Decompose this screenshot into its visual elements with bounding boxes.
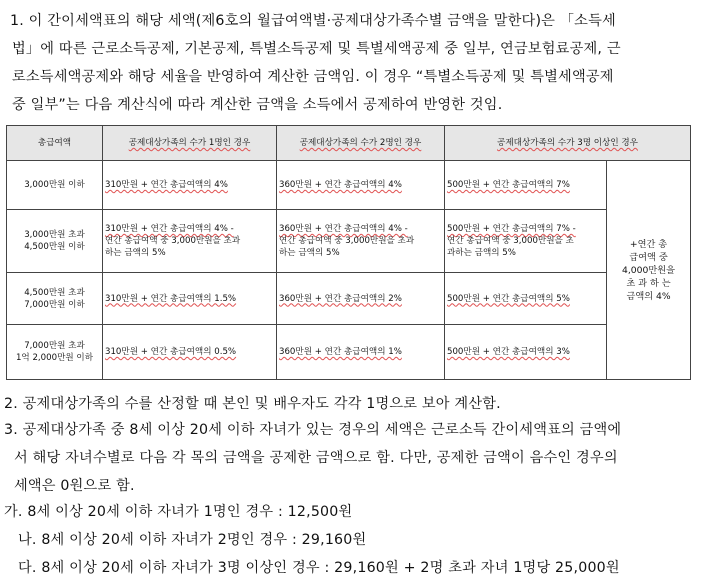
range-cell: 3,000만원 초과 4,500만원 이하 <box>7 210 103 273</box>
list-item: 다. 8세 이상 20세 이하 자녀가 3명 이상인 경우 : 29,160원 + 2명 초과 자녀 1명당 25,000원 <box>18 560 620 576</box>
formula-cell: 310만원 + 연간 총급여액의 0.5% <box>103 325 277 380</box>
formula-cell: 500만원 + 연간 총급여액의 5% <box>445 273 607 325</box>
header-total-pay: 총급여액 <box>7 126 103 161</box>
list-item: 나. 8세 이상 20세 이하 자녀가 2명인 경우 : 29,160원 <box>18 532 367 548</box>
paragraph-2-line: 2. 공제대상가족의 수를 산정할 때 본인 및 배우자도 각각 1명으로 보아 계산함. <box>4 396 501 412</box>
paragraph-1-line: 로소득세액공제와 해당 세율을 반영하여 계산한 금액임. 이 경우 “특별소득공제 및 특별세액공제 <box>12 69 614 85</box>
side-note-cell: +연간 총 급여액 중 4,000만원을 초 과 하 는 금액의 4% <box>607 161 691 380</box>
table-row <box>7 161 691 210</box>
formula-cell: 360만원 + 연간 총급여액의 4% - 연간 총급여액 중 3,000만원을 초과 하는 금액의 5% <box>277 210 445 273</box>
formula-cell: 310만원 + 연간 총급여액의 4% - 연간 총급여액 중 3,000만원을 초과 하는 금액의 5% <box>103 210 277 273</box>
header-family-1: 공제대상가족의 수가 1명인 경우 <box>103 126 277 161</box>
formula-cell: 500만원 + 연간 총급여액의 7% <box>445 161 607 210</box>
formula-cell: 500만원 + 연간 총급여액의 3% <box>445 325 607 380</box>
range-cell: 4,500만원 초과 7,000만원 이하 <box>7 273 103 325</box>
paragraph-3-line: 서 해당 자녀수별로 다음 각 목의 금액을 공제한 금액으로 함. 다만, 공제한 금액이 음수인 경우의 <box>14 450 618 466</box>
paragraph-1-line: 중 일부”는 다음 계산식에 따라 계산한 금액을 소득에서 공제하여 반영한 것임. <box>12 97 503 113</box>
paragraph-3-line: 세액은 0원으로 함. <box>14 478 135 494</box>
table-row <box>7 325 691 380</box>
paragraph-1-line: 법」에 따른 근로소득공제, 기본공제, 특별소득공제 및 특별세액공제 중 일부, 연금보험료공제, 근 <box>12 41 621 57</box>
formula-cell: 360만원 + 연간 총급여액의 4% <box>277 161 445 210</box>
formula-cell: 310만원 + 연간 총급여액의 1.5% <box>103 273 277 325</box>
paragraph-3 <box>4 416 694 500</box>
paragraph-1-line: 1. 이 간이세액표의 해당 세액(제6호의 월급여액별·공제대상가족수별 금액을 말한다)은 「소득세 <box>10 13 616 29</box>
range-cell: 3,000만원 이하 <box>7 161 103 210</box>
paragraph-1 <box>10 7 700 119</box>
header-family-3plus: 공제대상가족의 수가 3명 이상인 경우 <box>445 126 691 161</box>
header-family-2: 공제대상가족의 수가 2명인 경우 <box>277 126 445 161</box>
items-list <box>4 498 694 582</box>
formula-cell: 500만원 + 연간 총급여액의 7% - 연간 총급여액 중 3,000만원을 초 과하는 금액의 5% <box>445 210 607 273</box>
deduction-table <box>6 125 691 380</box>
range-cell: 7,000만원 초과 1억 2,000만원 이하 <box>7 325 103 380</box>
table-header-row <box>7 126 691 161</box>
table-row <box>7 273 691 325</box>
list-item: 가. 8세 이상 20세 이하 자녀가 1명인 경우 : 12,500원 <box>4 504 353 520</box>
paragraph-2 <box>4 390 694 418</box>
table-row <box>7 210 691 273</box>
formula-cell: 360만원 + 연간 총급여액의 1% <box>277 325 445 380</box>
formula-cell: 360만원 + 연간 총급여액의 2% <box>277 273 445 325</box>
formula-cell: 310만원 + 연간 총급여액의 4% <box>103 161 277 210</box>
paragraph-3-line: 3. 공제대상가족 중 8세 이상 20세 이하 자녀가 있는 경우의 세액은 근로소득 간이세액표의 금액에 <box>4 422 622 438</box>
